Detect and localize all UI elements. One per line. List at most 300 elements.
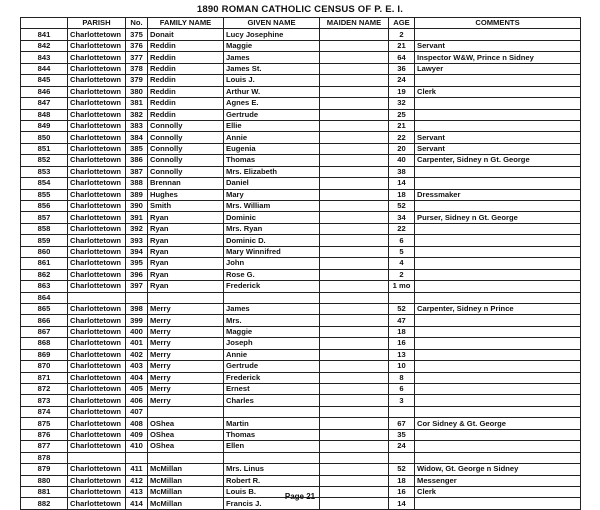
table-row xyxy=(21,418,581,429)
maiden-name-cell xyxy=(320,452,389,463)
table-row xyxy=(21,406,581,417)
comments-cell xyxy=(415,361,581,372)
family-name-cell: Connolly xyxy=(148,166,224,177)
number-cell: 398 xyxy=(126,303,148,314)
census-body xyxy=(21,29,581,509)
parish-cell: Charlottetown xyxy=(68,52,126,63)
comments-cell xyxy=(415,246,581,257)
number-cell: 404 xyxy=(126,372,148,383)
family-name-cell: Ryan xyxy=(148,212,224,223)
comments-cell: Carpenter, Sidney n Prince xyxy=(415,303,581,314)
age-cell: 40 xyxy=(389,155,415,166)
age-cell: 22 xyxy=(389,132,415,143)
comments-cell xyxy=(415,120,581,131)
age-cell: 6 xyxy=(389,235,415,246)
family-name-cell: Ryan xyxy=(148,246,224,257)
record-number-cell: 854 xyxy=(21,178,68,189)
number-cell: 383 xyxy=(126,120,148,131)
maiden-name-cell xyxy=(320,212,389,223)
number-cell: 407 xyxy=(126,406,148,417)
family-name-cell: Reddin xyxy=(148,63,224,74)
comments-cell: Lawyer xyxy=(415,63,581,74)
family-name-cell: Connolly xyxy=(148,155,224,166)
table-row xyxy=(21,223,581,234)
family-name-cell: Merry xyxy=(148,395,224,406)
number-cell: 414 xyxy=(126,498,148,509)
family-name-cell: Ryan xyxy=(148,258,224,269)
family-name-cell: Reddin xyxy=(148,75,224,86)
number-cell: 406 xyxy=(126,395,148,406)
age-cell: 47 xyxy=(389,315,415,326)
parish-cell: Charlottetown xyxy=(68,212,126,223)
table-row xyxy=(21,464,581,475)
parish-cell: Charlottetown xyxy=(68,349,126,360)
maiden-name-cell xyxy=(320,75,389,86)
maiden-name-cell xyxy=(320,143,389,154)
table-row xyxy=(21,338,581,349)
record-number-cell: 862 xyxy=(21,269,68,280)
comments-cell: Clerk xyxy=(415,486,581,497)
age-cell xyxy=(389,292,415,303)
number-cell: 411 xyxy=(126,464,148,475)
record-number-cell: 882 xyxy=(21,498,68,509)
maiden-name-cell xyxy=(320,132,389,143)
table-row xyxy=(21,109,581,120)
family-name-cell: Reddin xyxy=(148,98,224,109)
number-cell: 390 xyxy=(126,201,148,212)
parish-cell: Charlottetown xyxy=(68,475,126,486)
number-cell: 380 xyxy=(126,86,148,97)
parish-cell: Charlottetown xyxy=(68,258,126,269)
age-cell: 8 xyxy=(389,372,415,383)
number-cell: 405 xyxy=(126,384,148,395)
record-number-cell: 845 xyxy=(21,75,68,86)
parish-cell xyxy=(68,452,126,463)
family-name-cell: Connolly xyxy=(148,143,224,154)
age-cell: 21 xyxy=(389,120,415,131)
comments-cell xyxy=(415,384,581,395)
age-cell: 16 xyxy=(389,486,415,497)
number-cell: 378 xyxy=(126,63,148,74)
record-number-cell: 858 xyxy=(21,223,68,234)
record-number-cell: 855 xyxy=(21,189,68,200)
given-name-cell: Robert R. xyxy=(224,475,320,486)
given-name-cell: Louis B. xyxy=(224,486,320,497)
comments-cell: Widow, Gt. George n Sidney xyxy=(415,464,581,475)
given-name-cell: Louis J. xyxy=(224,75,320,86)
maiden-name-cell xyxy=(320,441,389,452)
number-cell: 379 xyxy=(126,75,148,86)
maiden-name-cell xyxy=(320,303,389,314)
record-number-cell: 867 xyxy=(21,326,68,337)
number-header: No. xyxy=(126,18,148,29)
table-row xyxy=(21,452,581,463)
family-name-cell xyxy=(148,406,224,417)
given-name-cell: James xyxy=(224,52,320,63)
given-name-cell: Dominic xyxy=(224,212,320,223)
comments-cell xyxy=(415,201,581,212)
family-name-cell: Merry xyxy=(148,384,224,395)
number-cell: 397 xyxy=(126,281,148,292)
page-footer: Page 21 xyxy=(284,492,316,501)
family-name-cell: OShea xyxy=(148,429,224,440)
age-cell: 18 xyxy=(389,475,415,486)
parish-cell: Charlottetown xyxy=(68,75,126,86)
parish-cell: Charlottetown xyxy=(68,166,126,177)
maiden-name-cell xyxy=(320,338,389,349)
parish-cell: Charlottetown xyxy=(68,98,126,109)
maiden-name-cell xyxy=(320,246,389,257)
table-row xyxy=(21,281,581,292)
maiden-name-cell xyxy=(320,475,389,486)
maiden-name-cell xyxy=(320,315,389,326)
comments-cell: Servant xyxy=(415,143,581,154)
table-row xyxy=(21,349,581,360)
parish-cell: Charlottetown xyxy=(68,464,126,475)
record-number-cell: 880 xyxy=(21,475,68,486)
maiden-name-cell xyxy=(320,326,389,337)
parish-cell: Charlottetown xyxy=(68,338,126,349)
parish-cell: Charlottetown xyxy=(68,223,126,234)
comments-cell: Inspector W&W, Prince n Sidney xyxy=(415,52,581,63)
given-name-cell xyxy=(224,292,320,303)
age-cell: 13 xyxy=(389,349,415,360)
parish-cell: Charlottetown xyxy=(68,132,126,143)
comments-cell xyxy=(415,98,581,109)
comments-cell: Messenger xyxy=(415,475,581,486)
maiden-name-cell xyxy=(320,429,389,440)
table-row xyxy=(21,292,581,303)
parish-cell: Charlottetown xyxy=(68,189,126,200)
table-row xyxy=(21,395,581,406)
number-cell: 400 xyxy=(126,326,148,337)
parish-cell: Charlottetown xyxy=(68,109,126,120)
table-row xyxy=(21,75,581,86)
record-number-cell: 881 xyxy=(21,486,68,497)
age-cell xyxy=(389,406,415,417)
table-row xyxy=(21,143,581,154)
comments-cell xyxy=(415,406,581,417)
age-cell: 4 xyxy=(389,258,415,269)
maiden-name-cell xyxy=(320,178,389,189)
record-number-cell: 857 xyxy=(21,212,68,223)
given-name-cell: Martin xyxy=(224,418,320,429)
number-cell: 410 xyxy=(126,441,148,452)
table-row xyxy=(21,52,581,63)
given-name-cell: Gertrude xyxy=(224,109,320,120)
family-name-header: FAMILY NAME xyxy=(148,18,224,29)
maiden-name-cell xyxy=(320,464,389,475)
record-number-cell: 849 xyxy=(21,120,68,131)
age-cell: 1 mo xyxy=(389,281,415,292)
age-cell: 52 xyxy=(389,201,415,212)
parish-cell: Charlottetown xyxy=(68,143,126,154)
parish-cell: Charlottetown xyxy=(68,486,126,497)
comments-cell xyxy=(415,29,581,40)
comments-cell xyxy=(415,166,581,177)
record-number-cell: 872 xyxy=(21,384,68,395)
family-name-cell: Reddin xyxy=(148,52,224,63)
table-row xyxy=(21,189,581,200)
given-name-cell: John xyxy=(224,258,320,269)
given-name-cell: Annie xyxy=(224,132,320,143)
number-cell: 389 xyxy=(126,189,148,200)
record-number-cell: 846 xyxy=(21,86,68,97)
family-name-cell: Ryan xyxy=(148,223,224,234)
record-number-cell: 860 xyxy=(21,246,68,257)
maiden-name-cell xyxy=(320,109,389,120)
given-name-cell: Gertrude xyxy=(224,361,320,372)
family-name-cell: McMillan xyxy=(148,486,224,497)
table-row xyxy=(21,29,581,40)
age-cell: 32 xyxy=(389,98,415,109)
parish-cell: Charlottetown xyxy=(68,315,126,326)
age-cell: 16 xyxy=(389,338,415,349)
comments-cell xyxy=(415,349,581,360)
parish-header: PARISH xyxy=(68,18,126,29)
comments-cell: Servant xyxy=(415,40,581,51)
table-row xyxy=(21,303,581,314)
given-name-cell: Agnes E. xyxy=(224,98,320,109)
age-cell: 67 xyxy=(389,418,415,429)
parish-cell: Charlottetown xyxy=(68,235,126,246)
number-cell: 384 xyxy=(126,132,148,143)
family-name-cell: Ryan xyxy=(148,235,224,246)
table-row xyxy=(21,40,581,51)
age-cell: 22 xyxy=(389,223,415,234)
table-row xyxy=(21,201,581,212)
given-name-cell: Lucy Josephine xyxy=(224,29,320,40)
age-header: AGE xyxy=(389,18,415,29)
record-number-cell: 852 xyxy=(21,155,68,166)
parish-cell: Charlottetown xyxy=(68,155,126,166)
maiden-name-cell xyxy=(320,29,389,40)
parish-cell: Charlottetown xyxy=(68,29,126,40)
parish-cell: Charlottetown xyxy=(68,418,126,429)
comments-cell xyxy=(415,452,581,463)
family-name-cell: Connolly xyxy=(148,120,224,131)
record-number-cell: 878 xyxy=(21,452,68,463)
family-name-cell: Reddin xyxy=(148,86,224,97)
family-name-cell: OShea xyxy=(148,418,224,429)
number-cell: 396 xyxy=(126,269,148,280)
table-row xyxy=(21,235,581,246)
record-number-cell: 853 xyxy=(21,166,68,177)
comments-cell xyxy=(415,292,581,303)
family-name-cell: McMillan xyxy=(148,464,224,475)
parish-cell: Charlottetown xyxy=(68,201,126,212)
maiden-name-cell xyxy=(320,269,389,280)
family-name-cell: Ryan xyxy=(148,281,224,292)
age-cell xyxy=(389,452,415,463)
maiden-name-cell xyxy=(320,63,389,74)
header-row xyxy=(21,18,581,29)
comments-cell xyxy=(415,315,581,326)
age-cell: 20 xyxy=(389,143,415,154)
census-table xyxy=(20,17,581,510)
maiden-name-cell xyxy=(320,40,389,51)
table-row xyxy=(21,315,581,326)
given-name-cell: Mrs. Elizabeth xyxy=(224,166,320,177)
parish-cell: Charlottetown xyxy=(68,303,126,314)
comments-cell xyxy=(415,281,581,292)
maiden-name-cell xyxy=(320,201,389,212)
record-number-cell: 841 xyxy=(21,29,68,40)
comments-cell xyxy=(415,223,581,234)
given-name-cell: Rose G. xyxy=(224,269,320,280)
maiden-name-cell xyxy=(320,86,389,97)
number-cell: 385 xyxy=(126,143,148,154)
record-number-cell: 847 xyxy=(21,98,68,109)
age-cell: 19 xyxy=(389,86,415,97)
record-number-cell: 861 xyxy=(21,258,68,269)
family-name-cell: Hughes xyxy=(148,189,224,200)
family-name-cell: Smith xyxy=(148,201,224,212)
age-cell: 52 xyxy=(389,464,415,475)
parish-cell: Charlottetown xyxy=(68,326,126,337)
number-cell: 408 xyxy=(126,418,148,429)
parish-cell: Charlottetown xyxy=(68,441,126,452)
record-number-cell: 877 xyxy=(21,441,68,452)
table-row xyxy=(21,441,581,452)
parish-cell: Charlottetown xyxy=(68,406,126,417)
record-number-cell: 851 xyxy=(21,143,68,154)
comments-cell xyxy=(415,178,581,189)
age-cell: 36 xyxy=(389,63,415,74)
number-cell: 381 xyxy=(126,98,148,109)
record-number-cell: 876 xyxy=(21,429,68,440)
number-cell: 382 xyxy=(126,109,148,120)
page-title: 1890 ROMAN CATHOLIC CENSUS OF P. E. I. xyxy=(196,4,404,15)
parish-cell: Charlottetown xyxy=(68,246,126,257)
given-name-cell: Maggie xyxy=(224,40,320,51)
table-row xyxy=(21,132,581,143)
age-cell: 24 xyxy=(389,75,415,86)
age-cell: 52 xyxy=(389,303,415,314)
given-name-cell: Mrs. Linus xyxy=(224,464,320,475)
maiden-name-cell xyxy=(320,189,389,200)
age-cell: 35 xyxy=(389,429,415,440)
maiden-name-cell xyxy=(320,349,389,360)
number-cell: 388 xyxy=(126,178,148,189)
family-name-cell: Connolly xyxy=(148,132,224,143)
table-row xyxy=(21,361,581,372)
parish-cell: Charlottetown xyxy=(68,429,126,440)
age-cell: 10 xyxy=(389,361,415,372)
given-name-cell: Ellie xyxy=(224,120,320,131)
given-name-cell: Ellen xyxy=(224,441,320,452)
given-name-cell: Annie xyxy=(224,349,320,360)
record-number-cell: 874 xyxy=(21,406,68,417)
record-number-cell: 856 xyxy=(21,201,68,212)
family-name-cell: McMillan xyxy=(148,498,224,509)
maiden-name-cell xyxy=(320,155,389,166)
number-cell: 401 xyxy=(126,338,148,349)
table-row xyxy=(21,120,581,131)
given-name-cell: Thomas xyxy=(224,429,320,440)
number-cell: 402 xyxy=(126,349,148,360)
age-cell: 21 xyxy=(389,40,415,51)
record-number-header xyxy=(21,18,68,29)
record-number-cell: 870 xyxy=(21,361,68,372)
age-cell: 14 xyxy=(389,178,415,189)
number-cell: 391 xyxy=(126,212,148,223)
table-row xyxy=(21,475,581,486)
record-number-cell: 848 xyxy=(21,109,68,120)
number-cell: 386 xyxy=(126,155,148,166)
given-name-cell: Daniel xyxy=(224,178,320,189)
table-row xyxy=(21,269,581,280)
given-name-cell: Frederick xyxy=(224,372,320,383)
given-name-cell: Maggie xyxy=(224,326,320,337)
record-number-cell: 868 xyxy=(21,338,68,349)
record-number-cell: 871 xyxy=(21,372,68,383)
comments-cell xyxy=(415,429,581,440)
number-cell: 377 xyxy=(126,52,148,63)
family-name-cell xyxy=(148,292,224,303)
given-name-cell: Mary xyxy=(224,189,320,200)
maiden-name-cell xyxy=(320,372,389,383)
age-cell: 5 xyxy=(389,246,415,257)
comments-cell xyxy=(415,372,581,383)
number-cell: 387 xyxy=(126,166,148,177)
maiden-name-cell xyxy=(320,98,389,109)
family-name-cell: Brennan xyxy=(148,178,224,189)
comments-cell: Purser, Sidney n Gt. George xyxy=(415,212,581,223)
age-cell: 14 xyxy=(389,498,415,509)
given-name-cell: Arthur W. xyxy=(224,86,320,97)
comments-cell: Clerk xyxy=(415,86,581,97)
record-number-cell: 865 xyxy=(21,303,68,314)
family-name-cell: Merry xyxy=(148,303,224,314)
maiden-name-cell xyxy=(320,223,389,234)
age-cell: 34 xyxy=(389,212,415,223)
given-name-cell: Mary Winnifred xyxy=(224,246,320,257)
record-number-cell: 850 xyxy=(21,132,68,143)
maiden-name-cell xyxy=(320,258,389,269)
age-cell: 3 xyxy=(389,395,415,406)
family-name-cell: Donait xyxy=(148,29,224,40)
number-cell: 412 xyxy=(126,475,148,486)
maiden-name-cell xyxy=(320,235,389,246)
table-row xyxy=(21,372,581,383)
parish-cell: Charlottetown xyxy=(68,372,126,383)
comments-header: COMMENTS xyxy=(415,18,581,29)
number-cell: 395 xyxy=(126,258,148,269)
number-cell: 376 xyxy=(126,40,148,51)
parish-cell: Charlottetown xyxy=(68,178,126,189)
table-row xyxy=(21,258,581,269)
table-row xyxy=(21,384,581,395)
age-cell: 64 xyxy=(389,52,415,63)
record-number-cell: 842 xyxy=(21,40,68,51)
maiden-name-cell xyxy=(320,418,389,429)
comments-cell xyxy=(415,269,581,280)
age-cell: 38 xyxy=(389,166,415,177)
parish-cell: Charlottetown xyxy=(68,395,126,406)
given-name-cell: Mrs. William xyxy=(224,201,320,212)
family-name-cell: Merry xyxy=(148,372,224,383)
parish-cell: Charlottetown xyxy=(68,384,126,395)
parish-cell: Charlottetown xyxy=(68,269,126,280)
parish-cell: Charlottetown xyxy=(68,86,126,97)
record-number-cell: 869 xyxy=(21,349,68,360)
comments-cell: Servant xyxy=(415,132,581,143)
given-name-cell: James St. xyxy=(224,63,320,74)
table-row xyxy=(21,212,581,223)
maiden-name-cell xyxy=(320,166,389,177)
maiden-name-cell xyxy=(320,292,389,303)
